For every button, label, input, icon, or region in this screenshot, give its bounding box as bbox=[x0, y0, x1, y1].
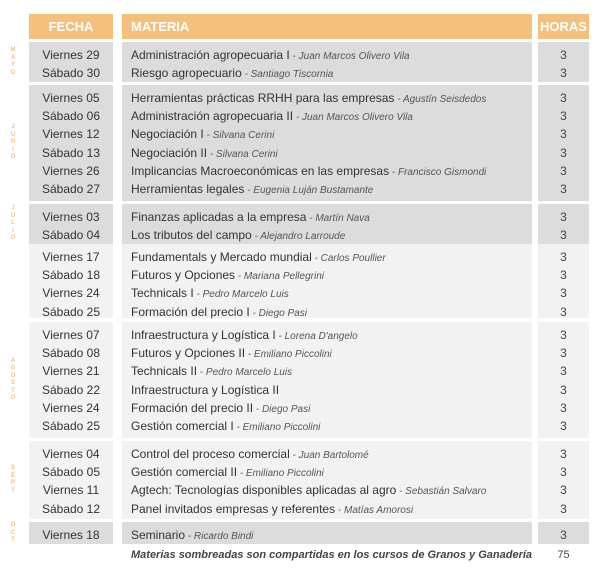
row-date: Sábado 08 bbox=[41, 346, 101, 361]
table-row bbox=[0, 226, 600, 244]
subject-title: Seminario bbox=[131, 528, 186, 542]
table-row bbox=[0, 481, 600, 499]
professor-name: - Silvana Cerini bbox=[203, 130, 275, 142]
header-materia: MATERIA bbox=[122, 14, 532, 39]
professor-name: - Diego Pasi bbox=[253, 403, 311, 415]
row-hours: 3 bbox=[560, 250, 567, 264]
row-hours: 3 bbox=[560, 382, 567, 397]
table-row bbox=[0, 107, 600, 125]
row-subject bbox=[131, 463, 531, 483]
month-label: S E P T bbox=[10, 465, 15, 494]
subject-title: Infraestructura y Logística II bbox=[131, 382, 280, 397]
footer-note: Materias sombreadas son compartidas en los cursos de Granos y Ganadería bbox=[131, 549, 533, 561]
table-row bbox=[0, 208, 600, 226]
row-hours: 3 bbox=[560, 182, 567, 196]
table-row bbox=[0, 248, 600, 266]
row-date: Viernes 07 bbox=[42, 328, 100, 342]
table-row bbox=[0, 125, 600, 143]
table-row bbox=[0, 46, 600, 64]
month-label: O C T bbox=[10, 522, 16, 543]
row-hours: 3 bbox=[560, 48, 567, 62]
month-label: M A Y O bbox=[10, 47, 16, 76]
table-row bbox=[0, 381, 600, 399]
row-hours: 3 bbox=[560, 91, 567, 105]
row-hours: 3 bbox=[560, 145, 567, 160]
subject-title: Fundamentals y Mercado mundial bbox=[131, 250, 312, 264]
table-row bbox=[0, 326, 600, 344]
professor-name: - Martín Nava bbox=[306, 213, 370, 224]
professor-name: - Pedro Marcelo Luis bbox=[193, 289, 289, 301]
header-fecha: FECHA bbox=[29, 14, 113, 39]
month-label: A G O S T O bbox=[10, 357, 16, 401]
professor-name: - Mariana Pellegrini bbox=[235, 271, 324, 283]
subject-title: Negociación II bbox=[131, 145, 208, 160]
row-date: Sábado 27 bbox=[41, 182, 101, 196]
table-row bbox=[0, 526, 600, 544]
subject-title: Administración agropecuaria II bbox=[131, 109, 294, 124]
schedule-block bbox=[0, 244, 600, 318]
row-hours: 3 bbox=[560, 364, 567, 379]
row-hours: 3 bbox=[560, 501, 567, 516]
professor-name: - Pedro Marcelo Luis bbox=[197, 367, 293, 379]
row-date: Sábado 13 bbox=[41, 145, 101, 160]
table-row bbox=[0, 445, 600, 463]
row-subject bbox=[131, 326, 531, 346]
professor-name: - Juan Bartolomé bbox=[289, 450, 369, 461]
table-row bbox=[0, 303, 600, 321]
table-row bbox=[0, 284, 600, 302]
row-subject bbox=[131, 362, 531, 382]
professor-name: - Eugenia Luján Bustamante bbox=[244, 185, 374, 196]
subject-title: Herramientas prácticas RRHH para las empresas bbox=[131, 91, 395, 105]
professor-name: - Juan Marcos Olivero Vila bbox=[293, 112, 413, 124]
row-hours: 3 bbox=[560, 127, 567, 142]
professor-name: - Santiago Tiscornia bbox=[241, 69, 334, 81]
row-date: Sábado 06 bbox=[41, 109, 101, 124]
row-subject bbox=[131, 266, 531, 286]
row-date: Viernes 03 bbox=[42, 210, 100, 224]
row-subject bbox=[131, 500, 531, 520]
row-subject bbox=[131, 162, 531, 182]
schedule-block bbox=[0, 522, 600, 544]
row-hours: 3 bbox=[560, 346, 567, 361]
row-date: Viernes 18 bbox=[42, 528, 100, 542]
row-hours: 3 bbox=[560, 210, 567, 224]
subject-title: Formación del precio I bbox=[131, 304, 250, 319]
table-row bbox=[0, 344, 600, 362]
row-date: Viernes 24 bbox=[42, 400, 100, 415]
row-date: Sábado 30 bbox=[41, 66, 101, 81]
row-subject bbox=[131, 399, 531, 419]
table-row bbox=[0, 399, 600, 417]
subject-title: Gestión comercial I bbox=[131, 419, 234, 433]
professor-name: - Emiliano Piccolini bbox=[237, 468, 324, 480]
schedule-block bbox=[0, 42, 600, 82]
table-row bbox=[0, 89, 600, 107]
professor-name: - Carlos Poullier bbox=[311, 253, 386, 264]
table-row bbox=[0, 266, 600, 284]
row-hours: 3 bbox=[560, 286, 567, 301]
row-hours: 3 bbox=[560, 465, 567, 480]
row-hours: 3 bbox=[560, 304, 567, 319]
row-date: Viernes 05 bbox=[42, 91, 100, 105]
table-row bbox=[0, 162, 600, 180]
row-date: Viernes 26 bbox=[42, 163, 100, 178]
table-row bbox=[0, 463, 600, 481]
row-date: Sábado 12 bbox=[41, 501, 101, 516]
row-hours: 3 bbox=[560, 447, 567, 461]
professor-name: - Ricardo Bindi bbox=[185, 531, 254, 542]
row-hours: 3 bbox=[560, 109, 567, 124]
row-subject bbox=[131, 526, 531, 546]
row-date: Sábado 22 bbox=[41, 382, 101, 397]
row-date: Viernes 24 bbox=[42, 286, 100, 301]
professor-name: - Lorena D'angelo bbox=[275, 331, 358, 342]
row-date: Sábado 25 bbox=[41, 304, 101, 319]
subject-title: Administración agropecuaria I bbox=[131, 48, 290, 62]
subject-title: Los tributos del campo bbox=[131, 228, 252, 243]
row-date: Viernes 29 bbox=[42, 48, 100, 62]
professor-name: - Emiliano Piccolini bbox=[245, 349, 332, 361]
row-subject bbox=[131, 107, 531, 127]
schedule-block bbox=[0, 204, 600, 244]
subject-title: Negociación I bbox=[131, 127, 204, 142]
row-date: Viernes 11 bbox=[42, 483, 100, 498]
professor-name: - Francisco Gismondi bbox=[389, 166, 487, 178]
subject-title: Herramientas legales bbox=[131, 182, 245, 196]
row-subject bbox=[131, 89, 531, 109]
professor-name: - Juan Marcos Olivero Vila bbox=[289, 51, 410, 62]
table-row bbox=[0, 362, 600, 380]
row-subject bbox=[131, 417, 531, 437]
table-row bbox=[0, 144, 600, 162]
row-hours: 3 bbox=[560, 400, 567, 415]
page-number: 75 bbox=[557, 549, 570, 561]
row-subject bbox=[131, 208, 531, 228]
subject-title: Riesgo agropecuario bbox=[131, 66, 242, 81]
row-hours: 3 bbox=[560, 483, 567, 498]
row-hours: 3 bbox=[560, 419, 567, 433]
subject-title: Futuros y Opciones II bbox=[131, 346, 246, 361]
subject-title: Panel invitados empresas y referentes bbox=[131, 501, 336, 516]
schedule-block bbox=[0, 85, 600, 201]
professor-name: - Silvana Cerini bbox=[207, 148, 278, 160]
row-subject bbox=[131, 180, 531, 200]
subject-title: Infraestructura y Logística I bbox=[131, 328, 276, 342]
subject-title: Technicals I bbox=[131, 286, 194, 301]
row-hours: 3 bbox=[560, 66, 567, 81]
row-date: Viernes 17 bbox=[42, 250, 100, 264]
table-row bbox=[0, 180, 600, 198]
schedule-block bbox=[0, 441, 600, 519]
row-subject bbox=[131, 46, 531, 66]
row-hours: 3 bbox=[560, 528, 567, 542]
subject-title: Implicancias Macroeconómicas en las empresas bbox=[131, 163, 390, 178]
month-label: J U N I O bbox=[10, 124, 16, 161]
row-date: Viernes 04 bbox=[42, 447, 100, 461]
row-date: Sábado 25 bbox=[41, 419, 101, 433]
row-subject bbox=[131, 64, 531, 84]
professor-name: - Matías Amorosi bbox=[335, 504, 414, 516]
subject-title: Gestión comercial II bbox=[131, 465, 238, 480]
row-subject bbox=[131, 284, 531, 304]
table-row bbox=[0, 500, 600, 518]
subject-title: Formación del precio II bbox=[131, 400, 254, 415]
row-subject bbox=[131, 381, 531, 399]
row-hours: 3 bbox=[560, 228, 567, 243]
header-horas: HORAS bbox=[538, 14, 589, 39]
row-subject bbox=[131, 248, 531, 268]
row-date: Sábado 05 bbox=[41, 465, 101, 480]
row-subject bbox=[131, 481, 531, 501]
subject-title: Technicals II bbox=[131, 364, 198, 379]
row-subject bbox=[131, 125, 531, 145]
row-date: Viernes 21 bbox=[42, 364, 100, 379]
row-subject bbox=[131, 303, 531, 323]
professor-name: - Sebastián Salvaro bbox=[396, 486, 487, 498]
row-subject bbox=[131, 344, 531, 364]
professor-name: - Diego Pasi bbox=[249, 307, 307, 319]
row-subject bbox=[131, 144, 531, 164]
table-row bbox=[0, 417, 600, 435]
professor-name: - Alejandro Larroude bbox=[251, 231, 346, 243]
row-subject bbox=[131, 445, 531, 465]
row-date: Sábado 04 bbox=[41, 228, 101, 243]
subject-title: Finanzas aplicadas a la empresa bbox=[131, 210, 307, 224]
row-hours: 3 bbox=[560, 163, 567, 178]
subject-title: Futuros y Opciones bbox=[131, 268, 236, 283]
row-date: Sábado 18 bbox=[41, 268, 101, 283]
month-label: J U L I O bbox=[10, 205, 16, 242]
subject-title: Agtech: Tecnologías disponibles aplicadas al agro bbox=[131, 483, 397, 498]
row-hours: 3 bbox=[560, 328, 567, 342]
professor-name: - Emiliano Piccolini bbox=[233, 422, 321, 433]
professor-name: - Agustín Seisdedos bbox=[394, 94, 487, 105]
subject-title: Control del proceso comercial bbox=[131, 447, 290, 461]
table-row bbox=[0, 64, 600, 82]
row-hours: 3 bbox=[560, 268, 567, 283]
row-date: Viernes 12 bbox=[42, 127, 100, 142]
schedule-block bbox=[0, 322, 600, 438]
